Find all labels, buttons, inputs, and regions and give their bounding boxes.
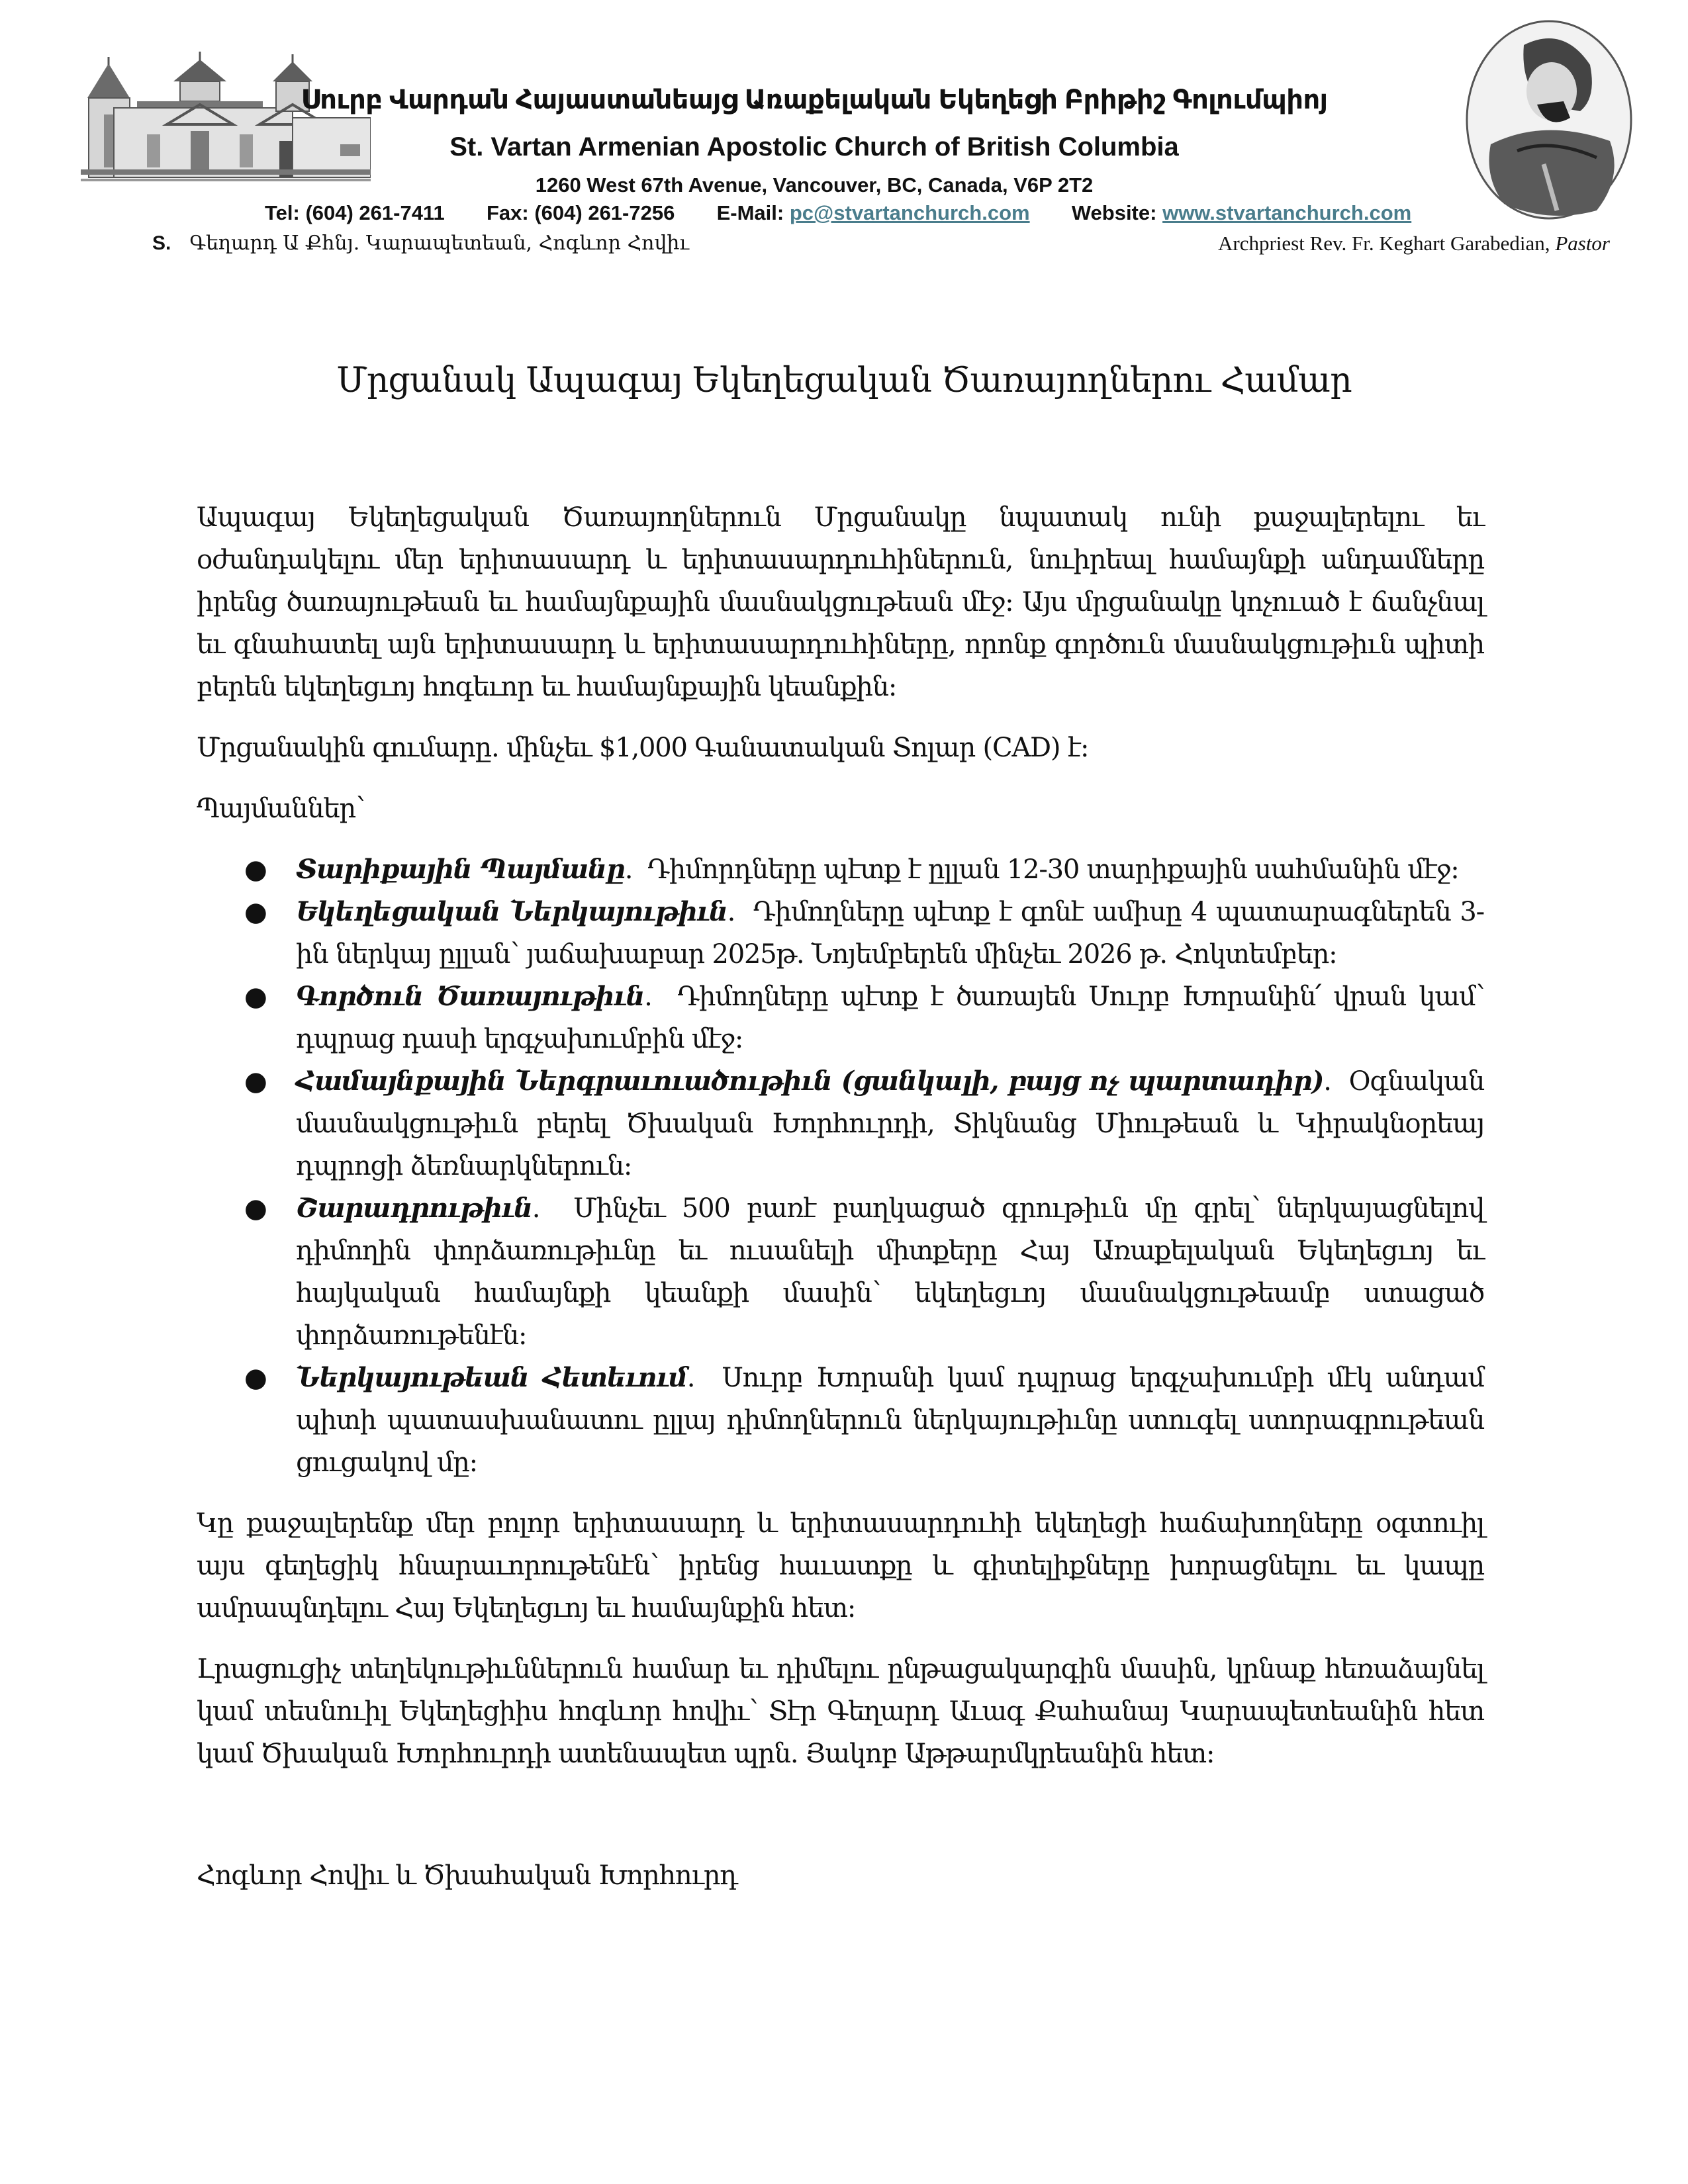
conditions-list xyxy=(197,848,1484,1484)
signature: Հոգևոր Հովիւ և Ծխահական Խորհուրդ xyxy=(197,1860,737,1891)
condition-text: Սուրբ Խորանի կամ դպրաց երգչախումբի մէկ անդամ պիտի պատասխանատու ըլլայ դիմողներուն ներկայութիւնը ստուգել ստորագրութեան ցուցակով մը: xyxy=(296,1363,1484,1478)
bullet-icon: ● xyxy=(244,1363,267,1393)
bullet-icon: ● xyxy=(244,854,267,885)
email-label: E-Mail: xyxy=(716,201,784,224)
condition-title: Տարիքային Պայմանը xyxy=(296,854,625,885)
condition-title: Գործուն Ծառայութիւն xyxy=(296,981,645,1012)
condition-item-attendance: ● Եկեղեցական Ներկայութիւն. Դիմողները պէտք է գոնէ ամիսը 4 պատարագներեն 3-ին ներկայ ըլլան՝ յաճախաբար 2025թ. Նոյեմբերեն մինչեւ 2026 թ. Հոկտեմբեր: xyxy=(197,891,1484,976)
fax-number: (604) 261-7256 xyxy=(534,201,675,224)
bullet-icon: ● xyxy=(244,1066,267,1097)
document-title: Մրցանակ Ապագայ Եկեղեցական Ծառայողներու Համար xyxy=(336,361,1352,400)
church-address: 1260 West 67th Avenue, Vancouver, BC, Canada, V6P 2T2 xyxy=(535,173,1094,197)
church-building-logo xyxy=(74,52,371,191)
encouragement-paragraph: Կը քաջալերենք մեր բոլոր երիտասարդ և երիտասարդուհի եկեղեցի հաճախողները օգտուիլ այս գեղեցիկ հնարաւորութենէն՝ իրենց հաւատքը և գիտելիքները խորացնելու եւ կապը ամրապնդելու Հայ Եկեղեցւոյ եւ համայնքին հետ: xyxy=(197,1508,1484,1623)
intro-paragraph: Ապագայ Եկեղեցական Ծառայողներուն Մրցանակը նպատակ ունի քաջալերելու եւ օժանդակելու մեր երիտասարդ և երիտասարդուհիներուն, նուիրեալ համայնքի անդամները իրենց ծառայութեան եւ համայնքային մասնակցութեան մէջ: Այս մրցանակը կոչուած է ճանչնալ եւ գնահատել այն երիտասարդ և երիտասարդուհիները, որոնք գործուն մասնակցութիւն պիտի բերեն եկեղեցւոյ հոգեւոր եւ համայնքային կեանքին: xyxy=(197,502,1484,702)
church-name-english: St. Vartan Armenian Apostolic Church of British Columbia xyxy=(449,132,1179,161)
pastor-armenian-text: Գեղարդ Ա Քհնյ. Կարապետեան, Հոգևոր Հովիւ xyxy=(189,232,689,255)
condition-text: Մինչեւ 500 բառէ բաղկացած գրութիւն մը գրել՝ ներկայացնելով դիմողին փորձառութիւնը եւ ուսանելի միտքերը Հայ Առաքելական Եկեղեցւոյ եւ հայկական համայնքի կեանքի մասին՝ եկեղեցւոյ մասնակցութեամբ ստացած փորձառութենէն: xyxy=(296,1193,1484,1351)
fax-label: Fax: xyxy=(486,201,529,224)
condition-text: Օգնական մասնակցութիւն բերել Ծխական Խորհուրդի, Տիկնանց Միութեան և Կիրակնօրեայ դպրոցի ձեռնարկներուն: xyxy=(296,1066,1484,1181)
pastor-prefix: S. xyxy=(152,232,171,254)
condition-text: Դիմորդները պէտք է ըլլան 12-30 տարիքային սահմանին մէջ: xyxy=(647,854,1459,885)
condition-item-age: ● Տարիքային Պայմանը. Դիմորդները պէտք է ըլլան 12-30 տարիքային սահմանին մէջ: xyxy=(197,848,1484,891)
condition-title: Շարադրութիւն xyxy=(296,1193,532,1224)
contact-row xyxy=(265,201,1411,225)
pastor-name-armenian xyxy=(152,232,689,255)
conditions-label: Պայմաններ՝ xyxy=(197,794,365,824)
website-label: Website: xyxy=(1071,201,1157,224)
condition-item-service: ● Գործուն Ծառայութիւն. Դիմողները պէտք է ծառայեն Սուրբ Խորանին՛ վրան կամ՝ դպրաց դասի երգչախումբին մէջ: xyxy=(197,976,1484,1060)
condition-item-essay: ● Շարադրութիւն. Մինչեւ 500 բառէ բաղկացած գրութիւն մը գրել՝ ներկայացնելով դիմողին փորձառութիւնը եւ ուսանելի միտքերը Հայ Առաքելական Եկեղեցւոյ եւ հայկական համայնքի կեանքի մասին՝ եկեղեցւոյ մասնակցութեամբ ստացած փորձառութենէն: xyxy=(197,1187,1484,1357)
condition-title: Համայնքային Ներգրաւուածութիւն (ցանկալի, բայց ոչ պարտադիր) xyxy=(296,1066,1324,1097)
pastor-role: Pastor xyxy=(1555,232,1610,255)
contact-info-paragraph: Լրացուցիչ տեղեկութիւններուն համար եւ դիմելու ընթացակարգին մասին, կրնաք հեռաձայնել կամ տեսնուիլ Եկեղեցիիս հոգևոր հովիւ՝ Տէր Գեղարդ Աւագ Քահանայ Կարապետեանին հետ կամ Ծխական Խորհուրդի ատենապետ պրն. Յակոբ Աթթարմկրեանին հետ: xyxy=(197,1654,1484,1769)
tel-number: (604) 261-7411 xyxy=(305,201,445,224)
document-body xyxy=(197,496,1484,1915)
condition-title: Ներկայութեան Հետեւում xyxy=(296,1362,687,1393)
pastor-name-english xyxy=(1218,232,1610,255)
saint-vartan-portrait xyxy=(1464,19,1634,221)
church-name-armenian: Սուրբ Վարդան Հայաստանեայց Առաքելական Եկեղեցի Բրիթիշ Գոլումպիոյ xyxy=(301,85,1328,114)
condition-item-tracking: ● Ներկայութեան Հետեւում. Սուրբ Խորանի կամ դպրաց երգչախումբի մէկ անդամ պիտի պատասխանատու ըլլայ դիմողներուն ներկայութիւնը ստուգել ստորագրութեան ցուցակով մը: xyxy=(197,1357,1484,1484)
pastor-english-text: Archpriest Rev. Fr. Keghart Garabedian, xyxy=(1217,232,1550,255)
email-link[interactable]: pc@stvartanchurch.com xyxy=(789,201,1030,224)
bullet-icon: ● xyxy=(244,1193,267,1224)
bullet-icon: ● xyxy=(244,981,267,1012)
website-link[interactable]: www.stvartanchurch.com xyxy=(1162,201,1412,224)
tel-label: Tel: xyxy=(265,201,300,224)
condition-item-community: ● Համայնքային Ներգրաւուածութիւն (ցանկալի, բայց ոչ պարտադիր). Օգնական մասնակցութիւն բերել Ծխական Խորհուրդի, Տիկնանց Միութեան և Կիրակնօրեայ դպրոցի ձեռնարկներուն: xyxy=(197,1060,1484,1187)
condition-text: Դիմողները պէտք է գոնէ ամիսը 4 պատարագներեն 3-ին ներկայ ըլլան՝ յաճախաբար 2025թ. Նոյեմբերեն մինչեւ 2026 թ. Հոկտեմբեր: xyxy=(296,897,1484,970)
condition-text: Դիմողները պէտք է ծառայեն Սուրբ Խորանին՛ վրան կամ՝ դպրաց դասի երգչախումբին մէջ: xyxy=(296,981,1484,1054)
bullet-icon: ● xyxy=(244,897,267,927)
award-amount: Մրցանակին գումարը. մինչեւ $1,000 Գանատական Տոլար (CAD) է: xyxy=(197,733,1089,763)
condition-title: Եկեղեցական Ներկայութիւն xyxy=(296,896,727,927)
